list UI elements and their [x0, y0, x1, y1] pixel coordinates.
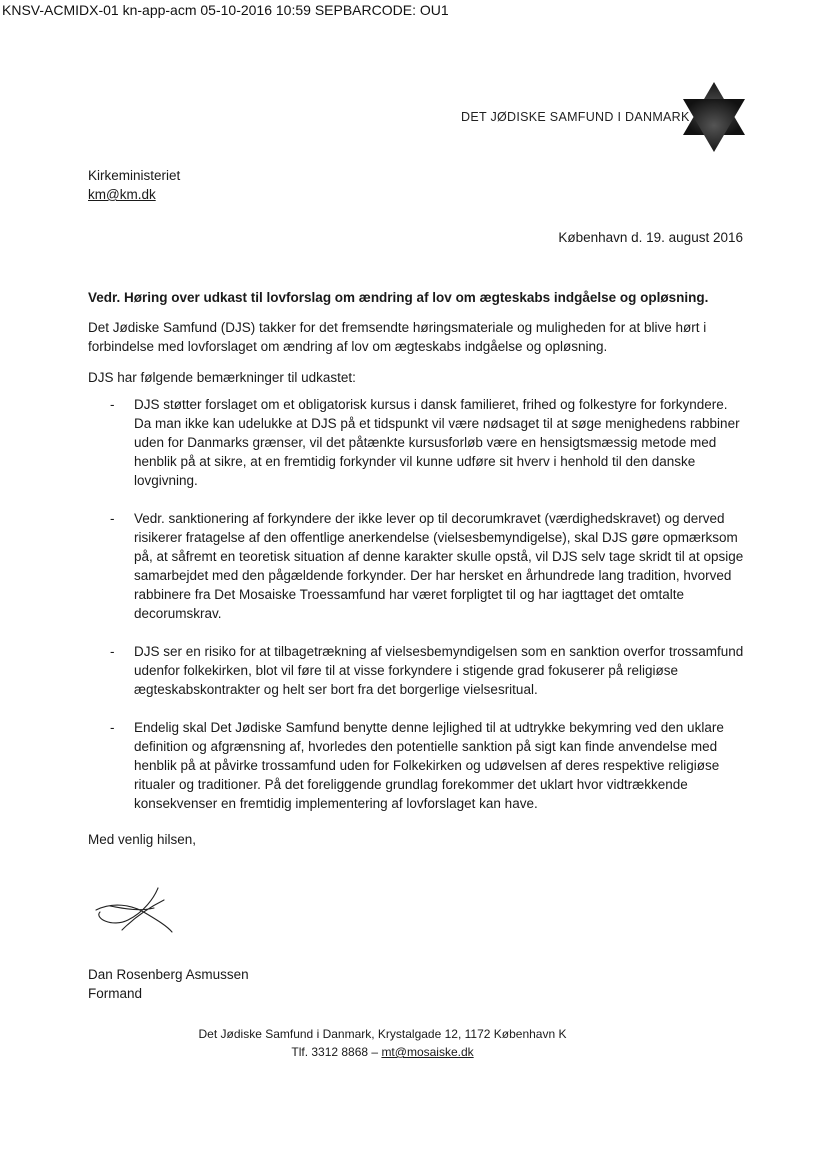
footer-address: Det Jødiske Samfund i Danmark, Krystalgade 12, 1172 København K: [198, 1027, 567, 1041]
footer-phone: Tlf. 3312 8868 –: [291, 1045, 379, 1059]
letter-footer: [0, 1025, 765, 1061]
remarks-list: [88, 395, 748, 832]
list-item: [88, 718, 748, 813]
list-item: [88, 642, 748, 699]
bullet-marker: -: [110, 397, 115, 412]
bullet-marker: -: [110, 511, 115, 526]
footer-email-link[interactable]: mt@mosaiske.dk: [381, 1045, 474, 1059]
letter-date: København d. 19. august 2016: [558, 230, 743, 245]
star-of-david-icon: [679, 80, 749, 154]
subject-line: Vedr. Høring over udkast til lovforslag om ændring af lov om ægteskabs indgåelse og opløsning.: [88, 290, 709, 305]
scan-header: KNSV-ACMIDX-01 kn-app-acm 05-10-2016 10:59 SEPBARCODE: OU1: [2, 2, 449, 18]
recipient-name: Kirkeministeriet: [88, 168, 181, 183]
footer-contact: [0, 1043, 765, 1061]
lead-paragraph: DJS har følgende bemærkninger til udkastet:: [88, 370, 356, 385]
intro-paragraph: Det Jødiske Samfund (DJS) takker for det fremsendte høringsmateriale og muligheden for at blive hørt i forbindelse med lovforslaget om ændring af lov om ægteskabs indgåelse og opløsning.: [88, 320, 707, 354]
list-item: [88, 509, 748, 623]
signer-block: [88, 965, 249, 1003]
list-item-text: DJS ser en risiko for at tilbagetrækning af vielsesbemyndigelsen som en sanktion overfor trossamfund udenfor folkekirken, blot vil føre til at visse forkyndere i stigende grad fokuserer på religiøse ægteskabskontrakter og helt ser bort fra det borgerlige vielsesritual.: [134, 644, 744, 697]
recipient-email-link[interactable]: km@km.dk: [88, 187, 156, 202]
signer-name: Dan Rosenberg Asmussen: [88, 967, 249, 982]
letterhead-org-name: DET JØDISKE SAMFUND I DANMARK: [461, 110, 690, 124]
recipient-block: [88, 166, 180, 204]
list-item: [88, 395, 748, 490]
bullet-marker: -: [110, 720, 115, 735]
signature-image: [92, 882, 182, 940]
list-item-text: DJS støtter forslaget om et obligatorisk kursus i dansk familieret, frihed og folkestyre for forkyndere. Da man ikke kan udelukke at DJS på et tidspunkt vil være nødsaget til at søge menighedens rabbiner uden for Danmarks grænser, vil det påtænkte kursusforløb være en hensigtsmæssig metode med henblik på at sikre, at en fremtidig forkynder vil kunne udføre sit hverv i henhold til den danske lovgivning.: [134, 397, 740, 488]
list-item-text: Vedr. sanktionering af forkyndere der ikke lever op til decorumkravet (værdighedskravet) og derved risikerer fratagelse af den offentlige anerkendelse (vielsesbemyndigelse), skal DJS gøre opmærksom på, at såfremt en teoretisk situation af denne karakter skulle opstå, vil DJS selv tage skridt til at opsige samarbejdet med den pågældende forkynder. Der har hersket en århundrede lang tradition, hvorved rabbinere fra Det Mosaiske Troessamfund har været forpligtet til og har iagttaget det omtalte decorumskrav.: [134, 511, 744, 621]
bullet-marker: -: [110, 644, 115, 659]
closing-salutation: Med venlig hilsen,: [88, 832, 197, 847]
list-item-text: Endelig skal Det Jødiske Samfund benytte denne lejlighed til at udtrykke bekymring ved den uklare definition og afgrænsning af, hvorledes den potentielle sanktion på sigt kan finde anvendelse med henblik på at påvirke trossamfund uden for Folkekirken og udøvelsen af deres respektive religiøse ritualer og traditioner. På det foreliggende grundlag forekommer det uklart hvor vidtrækkende konsekvenser en fremtidig implementering af lovforslaget kan have.: [134, 720, 724, 811]
signer-title: Formand: [88, 986, 143, 1001]
